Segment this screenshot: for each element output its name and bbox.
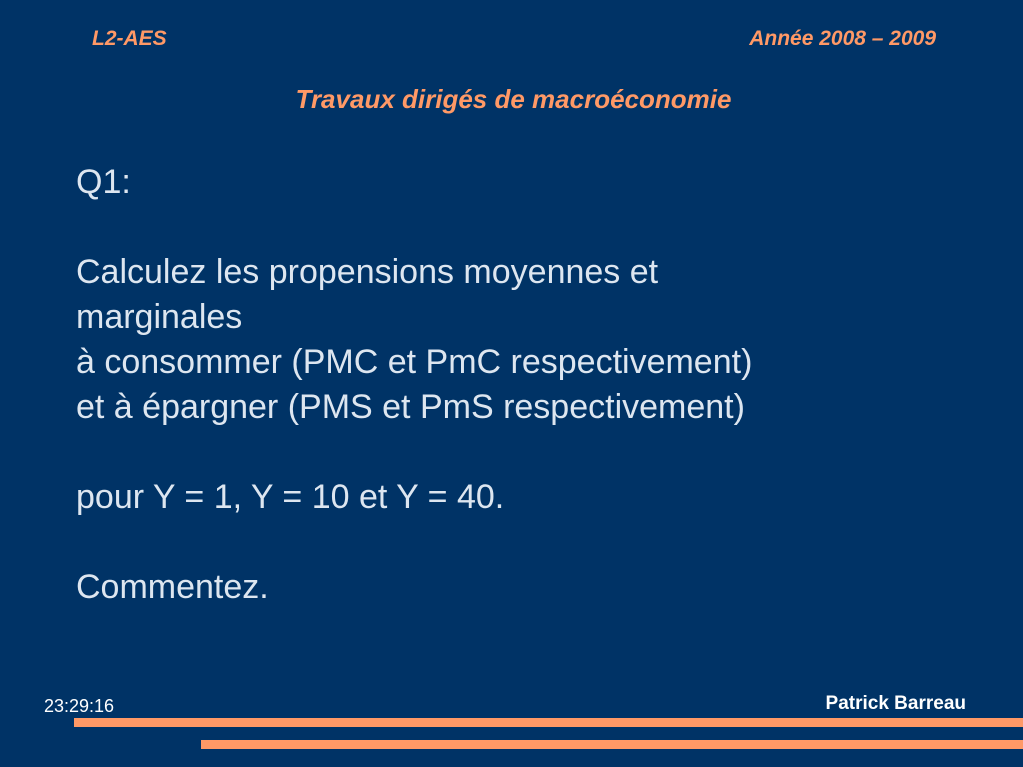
body-line: Calculez les propensions moyennes et xyxy=(76,253,659,291)
footer-time: 23:29:16 xyxy=(44,696,115,716)
spacer xyxy=(76,430,956,475)
academic-year: Année 2008 – 2009 xyxy=(749,27,936,50)
body-line: à consommer (PMC et PmC respectivement) xyxy=(76,343,753,381)
decorative-bar xyxy=(74,718,1023,727)
question-label: Q1: xyxy=(76,163,131,201)
footer-author: Patrick Barreau xyxy=(825,693,966,714)
body-line: et à épargner (PMS et PmS respectivement) xyxy=(76,388,745,426)
body-line: marginales xyxy=(76,298,243,336)
decorative-bar xyxy=(201,740,1023,749)
spacer xyxy=(76,205,956,250)
slide-body xyxy=(76,160,956,610)
body-line: Commentez. xyxy=(76,568,269,606)
course-label: L2-AES xyxy=(92,27,167,50)
body-line: pour Y = 1, Y = 10 et Y = 40. xyxy=(76,478,505,516)
spacer xyxy=(76,520,956,565)
slide-title: Travaux dirigés de macroéconomie xyxy=(295,84,732,114)
